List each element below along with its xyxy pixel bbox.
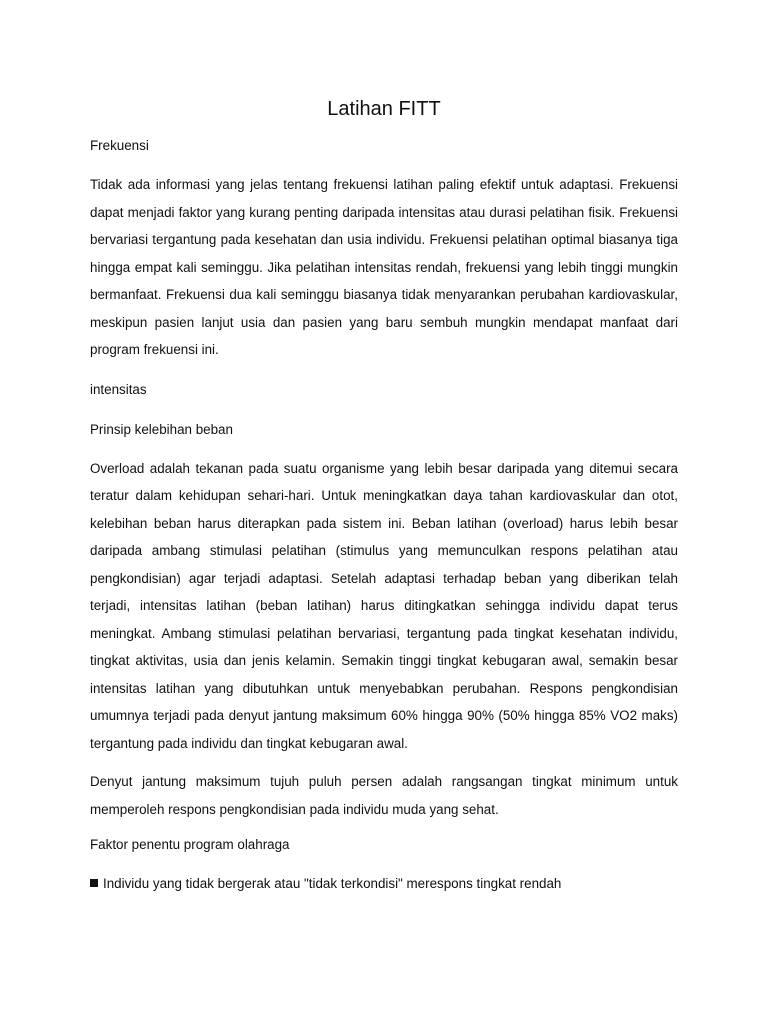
section-heading-intensitas: intensitas bbox=[90, 381, 147, 397]
bullet-text: Individu yang tidak bergerak atau "tidak terkondisi" merespons tingkat rendah bbox=[103, 876, 562, 891]
paragraph-frekuensi: Tidak ada informasi yang jelas tentang frekuensi latihan paling efektif untuk adaptasi. Frekuensi dapat menjadi faktor yang kurang penting daripada intensitas atau durasi pelatihan fisik. Frekuensi bervariasi tergantung pada kesehatan dan usia individu. Frekuensi pelatihan optimal biasanya tiga hingga empat kali seminggu. Jika pelatihan intensitas rendah, frekuensi yang lebih tinggi mungkin bermanfaat. Frekuensi dua kali seminggu biasanya tidak menyarankan perubahan kardiovaskular, meskipun pasien lanjut usia dan pasien yang baru sembuh mungkin mendapat manfaat dari program frekuensi ini. bbox=[90, 177, 678, 357]
section-heading-frekuensi: Frekuensi bbox=[90, 138, 149, 153]
document-title: Latihan FITT bbox=[327, 98, 441, 120]
bullet-item bbox=[90, 874, 678, 894]
document-body bbox=[90, 132, 678, 894]
paragraph-denyut: Denyut jantung maksimum tujuh puluh persen adalah rangsangan tingkat minimum untuk memperoleh respons pengkondisian pada individu muda yang sehat. bbox=[90, 774, 678, 817]
paragraph-overload: Overload adalah tekanan pada suatu organisme yang lebih besar daripada yang ditemui secara teratur dalam kehidupan sehari-hari. Untuk meningkatkan daya tahan kardiovaskular dan otot, kelebihan beban harus diterapkan pada sistem ini. Beban latihan (overload) harus lebih besar daripada ambang stimulasi pelatihan (stimulus yang memunculkan respons pelatihan atau pengkondisian) agar terjadi adaptasi. Setelah adaptasi terhadap beban yang diberikan telah terjadi, intensitas latihan (beban latihan) harus ditingkatkan sehingga individu dapat terus meningkat. Ambang stimulasi pelatihan bervariasi, tergantung pada tingkat kesehatan individu, tingkat aktivitas, usia dan jenis kelamin. Semakin tinggi tingkat kebugaran awal, semakin besar intensitas latihan yang dibutuhkan untuk menyebabkan perubahan. Respons pengkondisian umumnya terjadi pada denyut jantung maksimum 60% hingga 90% (50% hingga 85% VO2 maks) tergantung pada individu dan tingkat kebugaran awal. bbox=[90, 460, 678, 751]
section-heading-prinsip: Prinsip kelebihan beban bbox=[90, 421, 233, 437]
square-bullet-icon bbox=[90, 879, 98, 887]
section-heading-faktor: Faktor penentu program olahraga bbox=[90, 837, 290, 852]
